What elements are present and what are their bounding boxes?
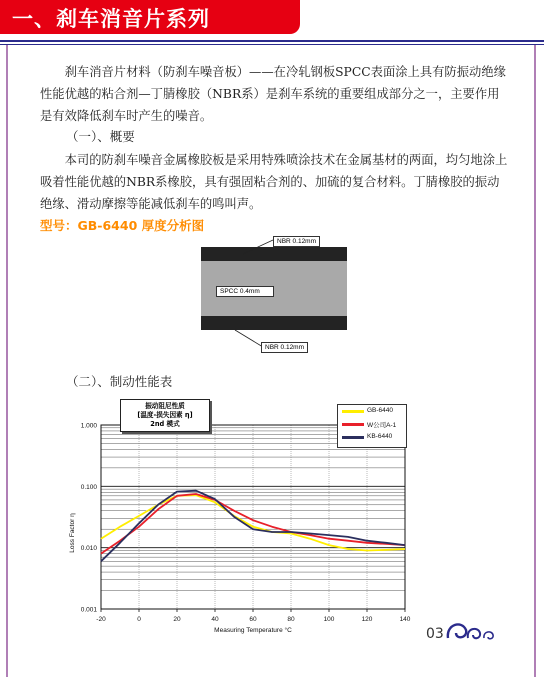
y-axis-label: Loss Factor η bbox=[69, 513, 76, 553]
overview-paragraph: 本司的防刹车噪音金属橡胶板是采用特殊喷涂技术在金属基材的两面，均匀地涂上吸着性能优越的NBR系橡胶，具有强固粘合剂的、加硫的复合材料。丁腈橡胶的振动绝缘、滑动摩擦等能减低刹车的鸣叫声。 bbox=[40, 153, 508, 211]
right-border bbox=[534, 45, 536, 677]
legend-label-w-company: W公司A-1 bbox=[367, 422, 397, 429]
page-number: 03 bbox=[426, 626, 444, 642]
x-tick-label: 100 bbox=[323, 616, 335, 623]
legend-swatch-kb6440 bbox=[342, 436, 364, 439]
model-label: 型号：GB-6440 厚度分析图 bbox=[40, 218, 205, 233]
spcc-label: SPCC 0.4mm bbox=[216, 286, 274, 297]
x-tick-label: 20 bbox=[173, 616, 181, 623]
header-rule bbox=[0, 40, 544, 42]
y-tick-label: 1.000 bbox=[80, 422, 97, 430]
legend-label-kb6440: KB-6440 bbox=[367, 433, 393, 440]
legend-swatch-w-company bbox=[342, 423, 364, 426]
x-tick-label: 120 bbox=[361, 616, 373, 623]
header-rule-thin bbox=[0, 44, 544, 45]
x-tick-label: 60 bbox=[249, 616, 257, 623]
nbr-bottom-label: NBR 0.12mm bbox=[261, 342, 308, 353]
performance-heading: （二）、制动性能表 bbox=[66, 374, 173, 389]
legend-label-gb6440: GB-6440 bbox=[367, 407, 394, 414]
y-tick-label: 0.001 bbox=[80, 606, 97, 614]
x-tick-label: 140 bbox=[399, 616, 411, 623]
x-tick-label: -20 bbox=[96, 616, 106, 623]
chart-legend bbox=[337, 404, 407, 448]
y-tick-label: 0.100 bbox=[80, 483, 97, 491]
page-title: 一、刹车消音片系列 bbox=[12, 7, 210, 31]
legend-swatch-gb6440 bbox=[342, 410, 364, 413]
nbr-top-label: NBR 0.12mm bbox=[273, 236, 320, 247]
y-tick-label: 0.010 bbox=[80, 545, 97, 553]
left-border bbox=[6, 45, 8, 677]
x-axis-label: Measuring Temperature °C bbox=[214, 627, 292, 634]
chart-title-box bbox=[120, 399, 210, 432]
swirl-ornament-icon bbox=[444, 616, 504, 646]
x-tick-label: 0 bbox=[137, 616, 141, 623]
overview-heading: （一）、概要 bbox=[66, 129, 135, 144]
chart-title-line-3: 2nd 模式 bbox=[150, 420, 180, 428]
chart-title-line-1: 振动阻尼性质 bbox=[145, 402, 185, 410]
x-tick-label: 40 bbox=[211, 616, 219, 623]
x-tick-label: 80 bbox=[287, 616, 295, 623]
intro-paragraph: 刹车消音片材料（防刹车噪音板）——在冷轧钢板SPCC表面涂上具有防振动绝缘性能优越的粘合剂—丁腈橡胶（NBR系）是刹车系统的重要组成部分之一，主要作用是有效降低刹车时产生的噪音。 bbox=[40, 65, 506, 123]
chart-title-line-2: [温度-损失因素 η] bbox=[137, 411, 193, 419]
